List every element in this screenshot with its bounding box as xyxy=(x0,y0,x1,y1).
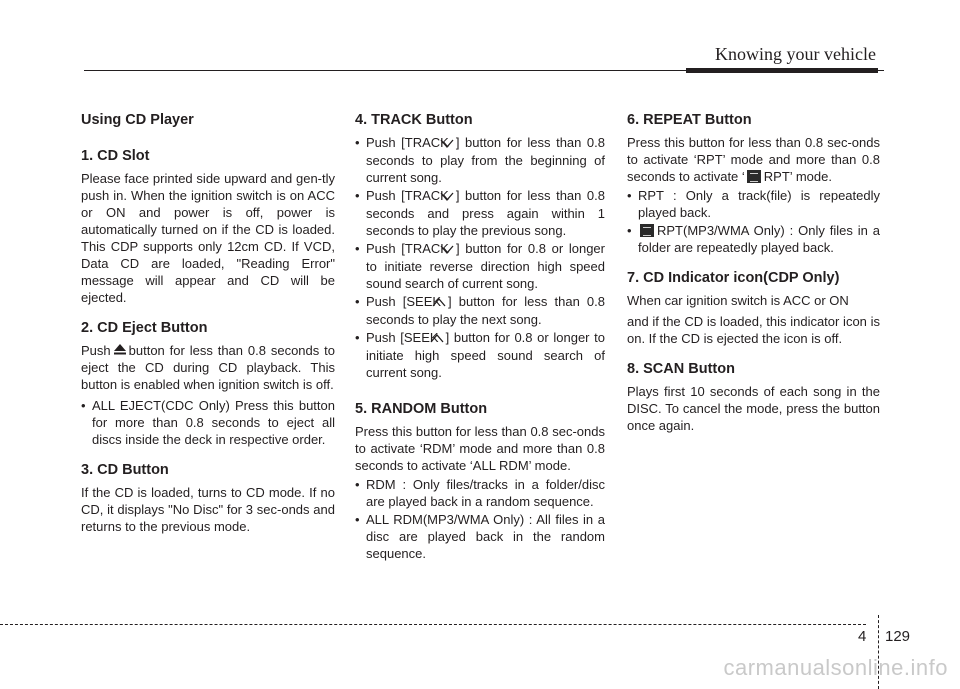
section-title-cd-eject: 2. CD Eject Button xyxy=(81,320,208,336)
chapter-number: 4 xyxy=(858,628,867,645)
list-item: • RPT : Only a track(file) is repeatedly played back. xyxy=(627,188,880,220)
chevron-down-icon xyxy=(451,188,454,205)
footer-rule xyxy=(0,624,866,625)
track-bullets xyxy=(355,134,605,381)
list-item: • ALL RDM(MP3/WMA Only) : All files in a disc are played back in the random sequence. xyxy=(355,512,605,561)
list-item: • RPT(MP3/WMA Only) : Only files in a folder are repeatedly played back. xyxy=(627,223,880,255)
watermark: carmanualsonline.info xyxy=(723,655,948,680)
section-title-cd-indicator: 7. CD Indicator icon(CDP Only) xyxy=(627,270,840,286)
column-1 xyxy=(81,108,335,549)
section-title-cd-button: 3. CD Button xyxy=(81,462,169,478)
header-rule-accent xyxy=(686,68,878,73)
random-bullets xyxy=(355,476,605,562)
list-item: • Push [SEEK ] button for 0.8 or longer to initiate high speed sound search of current song. xyxy=(355,330,605,380)
list-item: • ALL EJECT(CDC Only) Press this button for more than 0.8 seconds to eject all discs inside the deck in respective order. xyxy=(81,398,335,447)
page-number: 129 xyxy=(885,628,911,645)
cd-button-text: If the CD is loaded, turns to CD mode. If no CD, it displays "No Disc" for 3 sec-onds and returns to the previous mode. xyxy=(81,485,335,534)
cd-eject-text: Push button for less than 0.8 seconds to eject the CD during CD playback. This button is enabled when ignition switch is off. xyxy=(81,343,335,392)
cd-folder-icon xyxy=(640,224,654,237)
list-item: • RDM : Only files/tracks in a folder/disc are played back in a random sequence. xyxy=(355,477,605,509)
section-title-using-cd-player: Using CD Player xyxy=(81,112,194,128)
cd-eject-bullets xyxy=(81,397,335,448)
eject-icon xyxy=(114,342,126,359)
cd-indicator-text-2: and if the CD is loaded, this indicator icon is on. If the CD is ejected the icon is off. xyxy=(627,314,880,346)
chevron-down-icon xyxy=(451,135,454,152)
list-item: • Push [TRACK ] button for 0.8 or longer to initiate reverse direction high speed sound search of current song. xyxy=(355,241,605,291)
section-title-repeat-button: 6. REPEAT Button xyxy=(627,112,752,128)
section-title-cd-slot: 1. CD Slot xyxy=(81,148,150,164)
random-button-text: Press this button for less than 0.8 sec-onds to activate ‘RDM’ mode and more than 0.8 seconds to activate ‘ALL RDM’ mode. xyxy=(355,424,605,473)
column-2 xyxy=(355,108,605,576)
cd-slot-text: Please face printed side upward and gen-tly push in. When the ignition switch is on ACC or ON and power is off, power is automatically turned on if the CD is loaded. This CDP supports only 12cm CD. If VCD, Data CD are loaded, "Reading Error" message will appear and CD will be ejected. xyxy=(81,171,335,305)
list-item: • Push [TRACK ] button for less than 0.8 seconds and press again within 1 seconds to play the previous song. xyxy=(355,188,605,238)
header-title: Knowing your vehicle xyxy=(715,44,876,64)
column-3 xyxy=(627,108,880,448)
scan-button-text: Plays first 10 seconds of each song in the DISC. To cancel the mode, press the button once again. xyxy=(627,384,880,433)
section-title-track-button: 4. TRACK Button xyxy=(355,112,473,128)
section-title-random-button: 5. RANDOM Button xyxy=(355,401,488,417)
section-title-scan-button: 8. SCAN Button xyxy=(627,361,735,377)
list-item: • Push [SEEK ] button for less than 0.8 seconds to play the next song. xyxy=(355,294,605,327)
cd-indicator-text-1: When car ignition switch is ACC or ON xyxy=(627,293,849,308)
chevron-up-icon xyxy=(441,330,444,347)
repeat-button-text: Press this button for less than 0.8 sec-onds to activate ‘RPT’ mode and more than 0.8 seconds to activate ‘ RPT’ mode. xyxy=(627,135,880,184)
chevron-up-icon xyxy=(443,294,446,311)
cd-folder-icon xyxy=(747,170,761,183)
chevron-down-icon xyxy=(451,241,454,258)
list-item: • Push [TRACK ] button for less than 0.8 seconds to play from the beginning of current song. xyxy=(355,135,605,185)
repeat-bullets xyxy=(627,187,880,256)
